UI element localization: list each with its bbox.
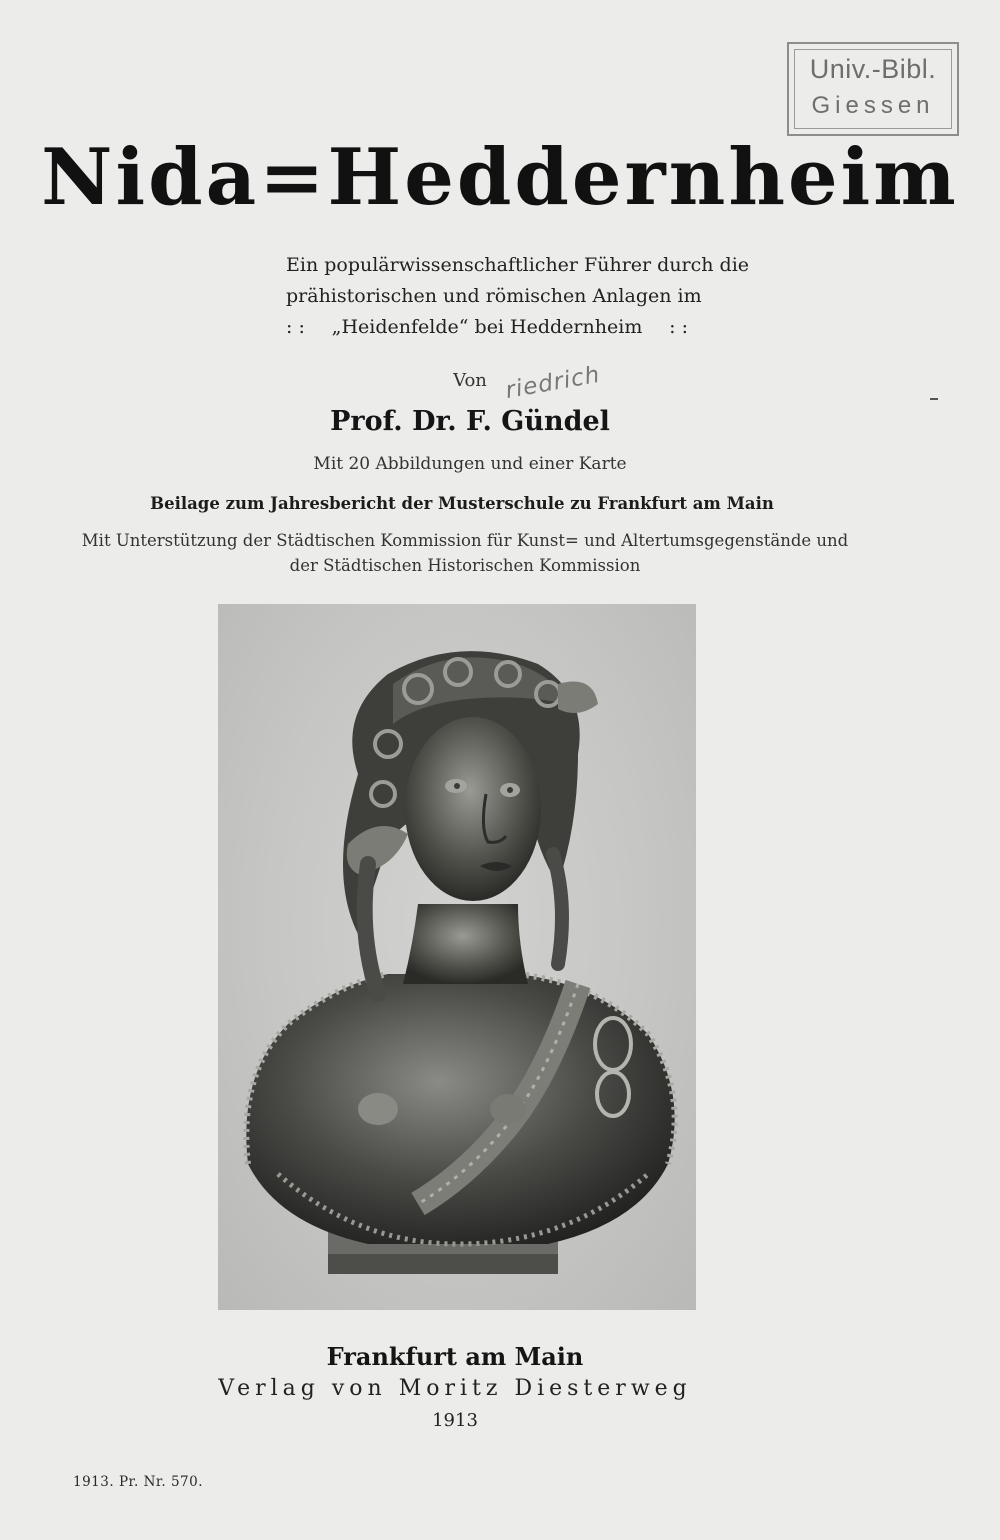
book-subtitle (286, 250, 750, 343)
author-name: Prof. Dr. F. Gündel (330, 406, 610, 437)
imprint-publisher: Verlag von Moritz Diesterweg (218, 1376, 692, 1401)
stamp-line-1: Univ.-Bibl. (809, 54, 937, 84)
support-line-1: Mit Unterstützung der Städtischen Kommission für Kunst= und Altertumsgegenstände und (81, 531, 849, 550)
margin-mark (930, 398, 938, 400)
supplement-note: Beilage zum Jahresbericht der Musterschule zu Frankfurt am Main (150, 494, 774, 513)
bronze-bust-illustration (218, 604, 696, 1310)
subtitle-line-3 (286, 312, 688, 343)
frontispiece-photo (218, 604, 696, 1310)
subtitle-ornament-left: : : (286, 316, 305, 338)
subtitle-line-1: Ein populärwissenschaftlicher Führer durch die (286, 254, 750, 276)
support-line-2: der Städtischen Historischen Kommission (289, 556, 641, 575)
imprint-year: 1913 (432, 1410, 478, 1431)
support-note (80, 528, 850, 578)
bust-neck (403, 904, 528, 984)
bust-shoulders (246, 974, 674, 1244)
subtitle-line-2: prähistorischen und römischen Anlagen im (286, 285, 702, 307)
book-title: Nida=Heddernheim (41, 132, 959, 223)
bust-face (405, 717, 541, 901)
imprint-place: Frankfurt am Main (326, 1342, 584, 1371)
handwritten-annotation: riedrich (503, 361, 603, 404)
subtitle-ornament-right: : : (669, 316, 688, 338)
program-number: 1913. Pr. Nr. 570. (73, 1474, 203, 1490)
subtitle-line-3-text: „Heidenfelde“ bei Heddernheim (331, 316, 643, 338)
illustrations-note: Mit 20 Abbildungen und einer Karte (313, 454, 627, 474)
library-stamp (787, 42, 959, 136)
stamp-line-2: Giessen (811, 92, 935, 119)
by-label: Von (453, 370, 487, 391)
